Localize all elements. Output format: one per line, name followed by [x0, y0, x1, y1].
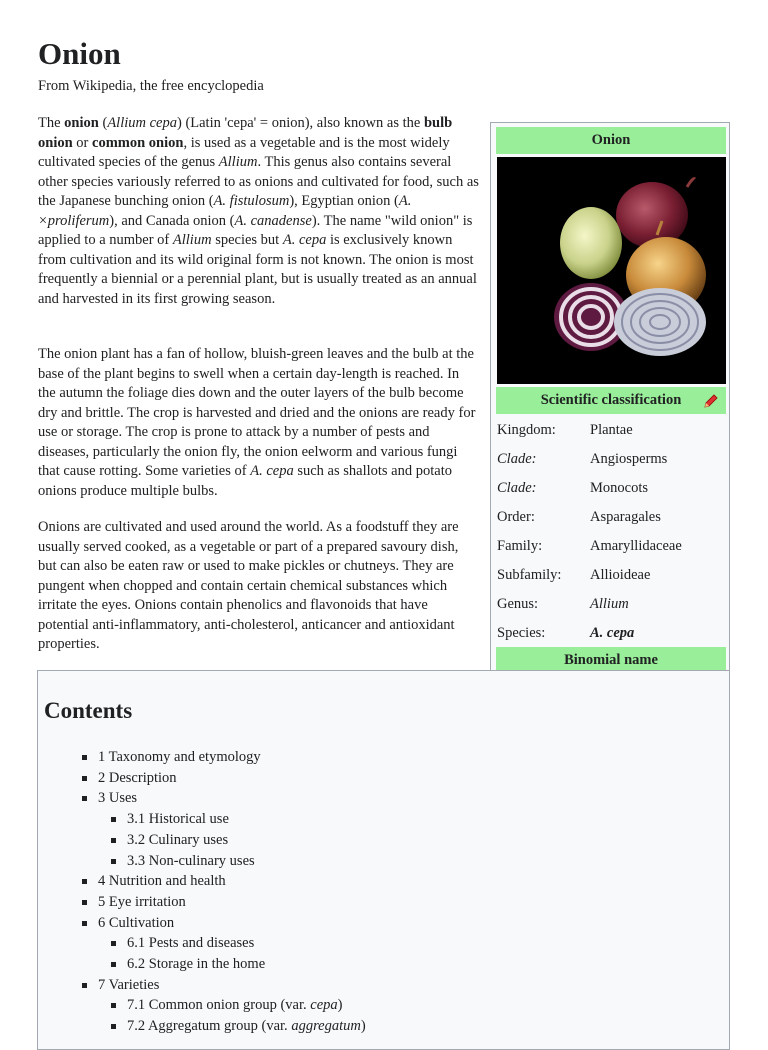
toc-link[interactable]: 6.1 Pests and diseases [127, 933, 254, 954]
toc-link[interactable]: 3.3 Non-culinary uses [127, 851, 255, 872]
classification-header-label: Scientific classification [540, 392, 682, 408]
toc-link[interactable]: 2 Description [98, 768, 177, 789]
intro-paragraph-3: Onions are cultivated and used around the world. As a foodstuff they are usually served cooked, as a vegetable or part of a prepared savoury dish, but can also be eaten raw or used to make pickles or chutneys. They are pungent when chopped and contain certain chemical substances which irritate the eyes. Onions contain phenolics and flavonoids that have potential anti-inflammatory, anti-cholesterol, anticancer and antioxidant properties. [38, 519, 459, 652]
classification-value[interactable]: Allioideae [590, 567, 651, 583]
toc-link[interactable]: 3 Uses [98, 788, 137, 809]
classification-row [497, 474, 727, 503]
classification-label[interactable]: Clade: [497, 451, 537, 467]
tagline: From Wikipedia, the free encyclopedia [38, 78, 264, 94]
onion-photo-icon [497, 157, 726, 384]
classification-value[interactable]: Asparagales [590, 509, 661, 525]
classification-value[interactable]: Allium [590, 596, 629, 612]
classification-value[interactable]: Amaryllidaceae [590, 538, 682, 554]
toc-link[interactable]: 7.2 Aggregatum group (var. aggregatum) [127, 1016, 366, 1037]
classification-label: Subfamily: [497, 567, 562, 583]
classification-row [497, 532, 727, 561]
toc-link[interactable]: 4 Nutrition and health [98, 871, 226, 892]
table-of-contents [37, 670, 730, 1050]
classification-row [497, 445, 727, 474]
classification-row [497, 503, 727, 532]
taxobox [490, 122, 730, 732]
classification-value[interactable]: Plantae [590, 422, 633, 438]
classification-value[interactable]: A. cepa [590, 625, 635, 641]
classification-header [496, 387, 726, 414]
classification-label: Kingdom: [497, 422, 556, 438]
intro-paragraph-1: The onion (Allium cepa) (Latin 'cepa' = onion), also known as the bulb onion or common onion, is used as a vegetable and is the most widely cultivated species of the genus Allium. This genus also contains several other species variously referred to as onions and cultivated for food, such as the Japanese bunching onion (A. fistulosum), Egyptian onion (A. ×proliferum), and Canada onion (A. canadense). The name "wild onion" is applied to a number of Allium species but A. cepa is exclusively known from cultivation and its wild original form is not known. The onion is most frequently a biennial or a perennial plant, but is usually treated as an annual and harvested in its first growing season. [38, 115, 479, 307]
infobox-title: Onion [496, 127, 726, 154]
classification-label: Species: [497, 625, 546, 641]
toc-link[interactable]: 3.1 Historical use [127, 809, 229, 830]
classification-row [497, 619, 727, 648]
classification-value[interactable]: Monocots [590, 480, 648, 496]
classification-row [497, 561, 727, 590]
classification-label: Order: [497, 509, 535, 525]
toc-link[interactable]: 5 Eye irritation [98, 892, 186, 913]
page-title: Onion [38, 36, 121, 71]
toc-link[interactable]: 7 Varieties [98, 975, 159, 996]
classification-label: Genus: [497, 596, 539, 612]
classification-label: Family: [497, 538, 543, 554]
classification-row [497, 590, 727, 619]
toc-title: Contents [44, 698, 133, 723]
classification-label[interactable]: Clade: [497, 480, 537, 496]
onion-image[interactable] [497, 157, 726, 384]
binomial-header: Binomial name [496, 647, 726, 674]
toc-link[interactable]: 7.1 Common onion group (var. cepa) [127, 995, 342, 1016]
toc-link[interactable]: 3.2 Culinary uses [127, 830, 228, 851]
classification-value[interactable]: Angiosperms [590, 451, 668, 467]
toc-link[interactable]: 1 Taxonomy and etymology [98, 747, 261, 768]
classification-row [497, 416, 727, 445]
pencil-icon[interactable] [702, 392, 720, 410]
toc-link[interactable]: 6.2 Storage in the home [127, 954, 265, 975]
toc-link[interactable]: 6 Cultivation [98, 913, 174, 934]
intro-paragraph-2: The onion plant has a fan of hollow, bluish-green leaves and the bulb at the base of the plant begins to swell when a certain day-length is reached. In the autumn the foliage dies down and the outer layers of the bulb become dry and brittle. The crop is harvested and dried and the onions are ready for use or storage. The crop is prone to attack by a number of pests and diseases, particularly the onion fly, the onion eelworm and various fungi that cause rotting. Some varieties of A. cepa such as shallots and potato onions produce multiple bulbs. [38, 346, 476, 499]
